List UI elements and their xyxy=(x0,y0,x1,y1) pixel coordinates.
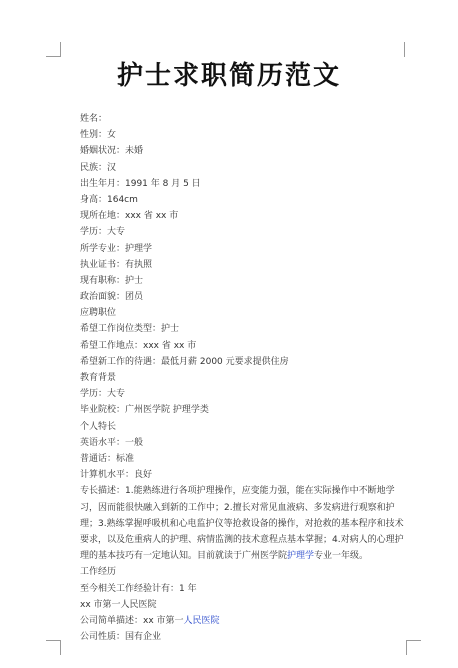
field-ethnicity: 民族：汉 xyxy=(80,162,117,173)
field-company-name: xx 市第一人民医院 xyxy=(80,599,157,610)
field-license: 执业证书：有执照 xyxy=(80,259,153,270)
section-education-heading: 教育背景 xyxy=(80,373,117,383)
field-name: 姓名： xyxy=(80,114,108,124)
specialty-paragraph xyxy=(80,483,412,564)
section-skills-heading: 个人特长 xyxy=(80,421,117,432)
specialty-text-end: 专业一年级。 xyxy=(314,551,369,562)
company-summary-text: 公司简单描述：xx 市第一 xyxy=(80,615,184,626)
field-title: 现有职称：护士 xyxy=(80,275,144,286)
field-mandarin: 普通话：标准 xyxy=(80,453,135,464)
field-education: 学历：大专 xyxy=(80,227,126,238)
section-position-heading: 应聘职位 xyxy=(80,308,117,319)
field-degree: 学历：大专 xyxy=(80,389,126,400)
field-company-summary xyxy=(80,613,412,629)
document-title: 护士求职简历范文 xyxy=(116,61,341,91)
field-height: 身高：164cm xyxy=(80,194,138,205)
field-expected-salary: 希望新工作的待遇：最低月薪 2000 元要求提供住房 xyxy=(80,356,289,367)
field-major: 所学专业：护理学 xyxy=(80,243,153,254)
field-school: 毕业院校：广州医学院 护理学类 xyxy=(80,405,209,416)
field-company-nature: 公司性质：国有企业 xyxy=(80,632,162,643)
margin-corner-bottom-left xyxy=(46,640,61,655)
field-location: 现所在地：xxx 省 xx 市 xyxy=(80,211,179,222)
field-experience-years: 至今相关工作经验计有：1 年 xyxy=(80,583,197,594)
company-summary-link[interactable]: 人民医院 xyxy=(183,615,220,626)
field-gender: 性别：女 xyxy=(80,130,117,141)
field-computer: 计算机水平：良好 xyxy=(80,470,153,481)
specialty-text: 专长描述：1.能熟练进行各项护理操作，应变能力强，能在实际操作中不断地学习，因而能很快融入到新的工作中；2.擅长对常见血液病、多发病进行观察和护理；3.熟练掌握呼吸机和心电监护仪等抢救设备的操作，对抢救的基本程序和技术要求，以及危重病人的护理、病情监测的技术意程点基本掌握；4.对病人的心理护理的基本技巧有一定地认知。目前就读于广州医学院 xyxy=(80,486,404,562)
resume-body xyxy=(80,111,412,645)
field-english: 英语水平：一般 xyxy=(80,437,144,448)
section-experience-heading: 工作经历 xyxy=(80,567,117,578)
field-job-location: 希望工作地点：xxx 省 xx 市 xyxy=(80,340,197,351)
field-political-status: 政治面貌：团员 xyxy=(80,292,144,303)
specialty-link[interactable]: 护理学 xyxy=(287,551,315,562)
field-birth-date: 出生年月：1991 年 8 月 5 日 xyxy=(80,178,201,189)
field-marital-status: 婚姻状况：未婚 xyxy=(80,146,144,157)
field-job-type: 希望工作岗位类型：护士 xyxy=(80,324,180,335)
